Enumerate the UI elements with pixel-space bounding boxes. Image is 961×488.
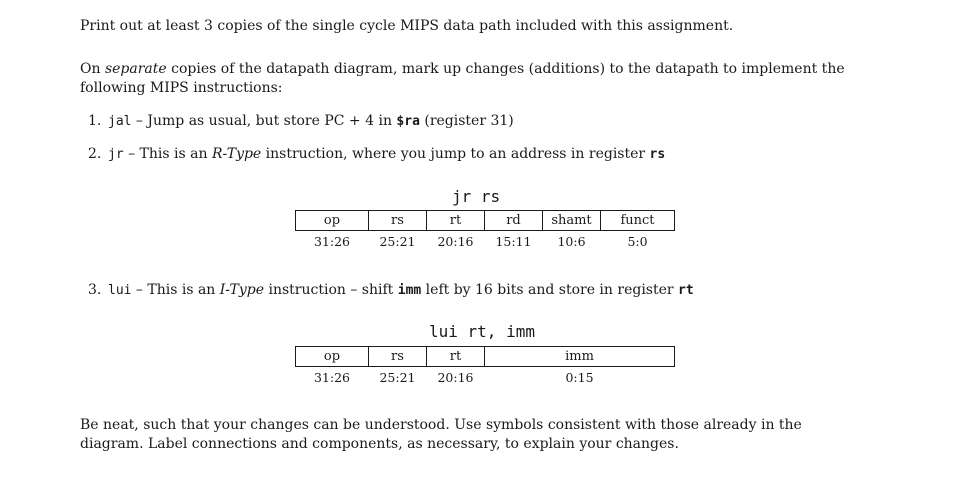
para2-line1: copies of the datapath diagram, mark up changes (additions) to the datapath to implement the xyxy=(166,61,845,77)
lui-bits-op: 31:26 xyxy=(313,370,351,385)
jr-bits-op: 31:26 xyxy=(313,234,351,249)
item-number: 2. xyxy=(88,146,102,162)
para2-before: On xyxy=(80,61,105,77)
jr-bits-rs: 25:21 xyxy=(379,234,416,249)
item-number: 3. xyxy=(88,282,102,298)
ra-code: $ra xyxy=(396,114,420,129)
jr-field-rd: rd xyxy=(485,211,543,231)
lui-format-title: lui rt, imm xyxy=(429,322,535,341)
instructions-paragraph xyxy=(80,60,845,98)
jr-field-shamt: shamt xyxy=(543,211,601,231)
para2-line2: following MIPS instructions: xyxy=(80,80,283,96)
lui-text2: instruction – shift xyxy=(264,282,398,298)
jr-bits-rt: 20:16 xyxy=(437,234,474,249)
lui-field-op: op xyxy=(296,347,369,367)
lui-text3: left by 16 bits and store in register xyxy=(421,282,679,298)
imm-code: imm xyxy=(397,283,422,298)
rs-code: rs xyxy=(649,147,666,162)
jr-text2: instruction, where you jump to an address in register xyxy=(261,146,650,162)
lui-field-rs: rs xyxy=(369,347,427,367)
lui-field-imm: imm xyxy=(485,347,675,367)
jr-bits-rd: 15:11 xyxy=(495,234,532,249)
item-number: 1. xyxy=(88,113,102,129)
jr-field-op: op xyxy=(296,211,369,231)
jr-format-table xyxy=(295,210,675,253)
jr-field-funct: funct xyxy=(601,211,675,231)
i-type-emphasis: I-Type xyxy=(219,282,265,298)
jr-bits-shamt: 10:6 xyxy=(557,234,586,249)
jr-bits-funct: 5:0 xyxy=(627,234,648,249)
lui-text1: – This is an xyxy=(131,282,220,298)
jr-code: jr xyxy=(108,147,124,162)
closing-line1: Be neat, such that your changes can be understood. Use symbols consistent with those already in the xyxy=(80,417,802,433)
lui-field-rt: rt xyxy=(427,347,485,367)
separate-emphasis: separate xyxy=(104,61,167,77)
closing-paragraph xyxy=(80,416,802,454)
intro-paragraph: Print out at least 3 copies of the single cycle MIPS data path included with this assignment. xyxy=(80,18,734,34)
r-type-emphasis: R-Type xyxy=(211,146,262,162)
jr-field-rs: rs xyxy=(369,211,427,231)
jal-text1: – Jump as usual, but store PC + 4 in xyxy=(131,113,397,129)
lui-format-table xyxy=(295,346,675,389)
lui-bits-rs: 25:21 xyxy=(379,370,416,385)
jal-text2: (register 31) xyxy=(419,113,514,129)
lui-bits-imm: 0:15 xyxy=(565,370,594,385)
lui-bits-rt: 20:16 xyxy=(437,370,474,385)
jal-code: jal xyxy=(108,114,132,129)
jr-format-title: jr rs xyxy=(452,187,501,206)
jr-text1: – This is an xyxy=(123,146,212,162)
lui-code: lui xyxy=(108,283,132,298)
closing-line2: diagram. Label connections and components, as necessary, to explain your changes. xyxy=(80,436,679,452)
rt-code: rt xyxy=(678,283,694,298)
jr-field-rt: rt xyxy=(427,211,485,231)
